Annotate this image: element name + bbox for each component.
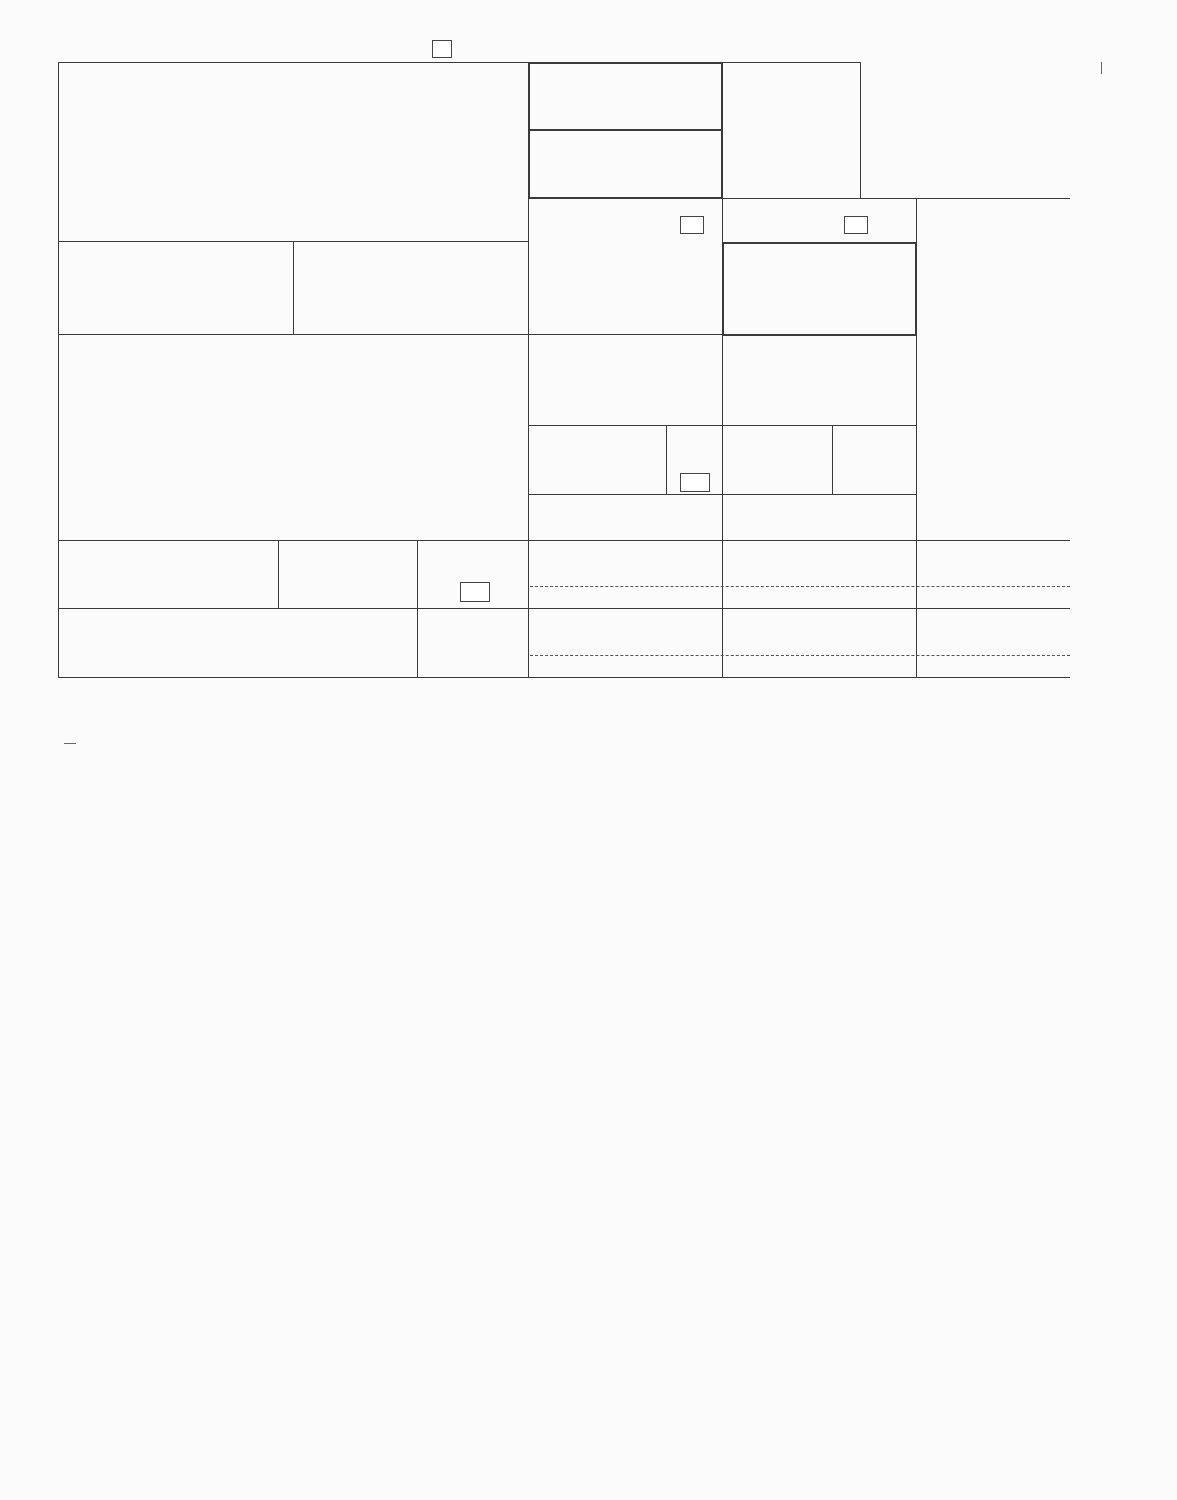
box-2a-label (534, 134, 540, 151)
grid-line (58, 608, 1070, 609)
fatca-checkbox[interactable] (460, 582, 490, 602)
grid-line (293, 241, 294, 334)
grid-line (916, 540, 917, 677)
corrected-checkbox[interactable] (432, 40, 452, 58)
box-11-label (285, 544, 413, 561)
box-19-label (922, 613, 928, 630)
box-9a-label (534, 498, 720, 515)
box-1-frame (528, 62, 723, 131)
box-13-label (423, 613, 523, 630)
box-3-label (534, 247, 720, 264)
box-12-label (423, 544, 525, 561)
box-9b-label (728, 498, 734, 516)
ira-sep-simple-checkbox[interactable] (680, 473, 710, 492)
grid-line (58, 62, 59, 677)
total-distribution-checkbox[interactable] (844, 216, 868, 234)
grid-line (417, 540, 418, 677)
box-1-label (534, 66, 540, 83)
box-2b-checkbox[interactable] (680, 216, 704, 234)
grid-line (722, 62, 860, 63)
box-10-label (67, 544, 272, 561)
box-8-label (728, 430, 734, 447)
grid-line (860, 62, 861, 198)
grid-line (832, 425, 833, 494)
box-6-label (728, 338, 908, 355)
grid-line (58, 677, 1070, 678)
box-2a-frame (528, 129, 723, 199)
box-18-label (728, 613, 734, 630)
box-2b-label (534, 202, 679, 219)
corrected-checkbox-row[interactable] (432, 40, 458, 60)
box-16-label (922, 544, 928, 561)
box-4-label (728, 247, 908, 264)
box-5-label (534, 338, 719, 355)
dashed-line (530, 655, 1070, 656)
grid-line (666, 425, 667, 494)
dashed-line (530, 586, 1070, 587)
grid-line (58, 540, 1070, 541)
box-15-label (728, 544, 734, 561)
grid-line (278, 540, 279, 608)
box-7-label (534, 430, 664, 447)
box-14-label (534, 544, 540, 561)
grid-line (58, 62, 528, 63)
box-17-label (534, 613, 540, 630)
